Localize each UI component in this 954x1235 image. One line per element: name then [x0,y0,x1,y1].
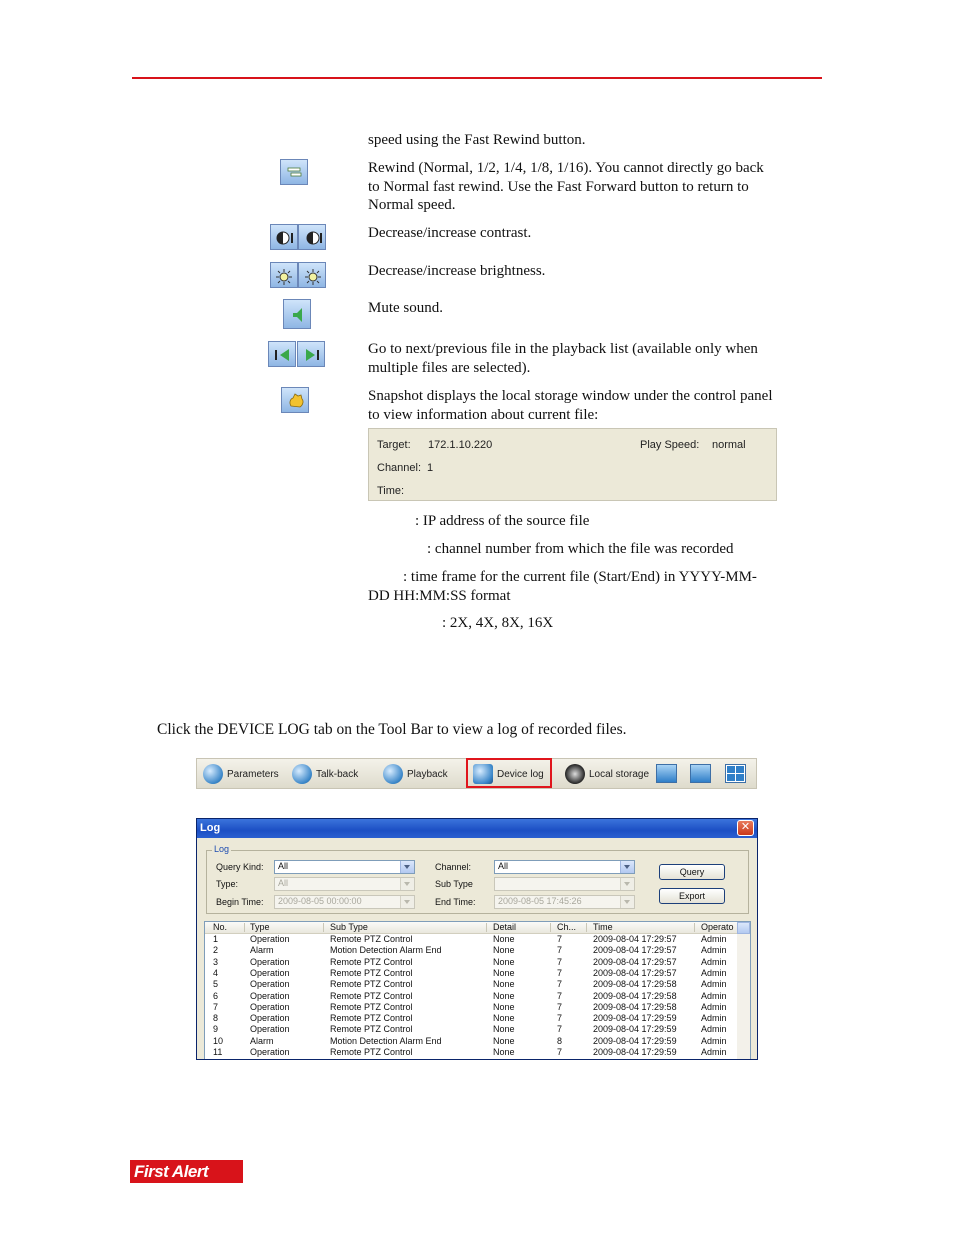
row-detail: None [493,945,515,956]
row-time: 2009-08-04 17:29:59 [593,1024,677,1035]
row-detail: None [493,990,515,1001]
chevron-down-icon [620,896,634,908]
vertical-scrollbar[interactable] [737,922,750,1060]
play-speed-value: normal [712,439,746,451]
table-row[interactable] [205,979,737,990]
row-sub-type: Remote PTZ Control [330,979,413,990]
row-operator: Admin [701,934,727,944]
row-type: Operation [250,990,290,1001]
row-time: 2009-08-04 17:29:57 [593,934,677,944]
row-channel: 7 [557,967,563,978]
layout-fullscreen-icon[interactable] [690,764,711,783]
row-type: Operation [250,934,290,944]
rewind-icon [280,159,308,185]
log-table-header [205,922,737,934]
header-rule [132,77,822,79]
target-value: 172.1.10.220 [428,439,493,451]
table-row[interactable] [205,1013,737,1024]
query-kind-label: Query Kind: [216,862,264,872]
row-sub-type: Remote PTZ Control [330,1013,413,1024]
row-detail: None [493,1013,515,1024]
toolbar-talkback-label: Talk-back [316,768,359,780]
row-operator: Admin [701,1024,727,1035]
row-channel: 7 [557,1024,563,1035]
row-channel: 7 [557,956,563,967]
row-type: Operation [250,1024,290,1035]
row-channel: 7 [557,934,563,944]
file-info-panel [368,428,777,501]
channel-filter-value: All [498,861,509,871]
row-operator: Admin [701,1001,727,1012]
row-operator: Admin [701,990,727,1001]
layout-quad-icon[interactable] [725,764,746,783]
chevron-down-icon [620,878,634,890]
row-no: 4 [213,967,219,978]
row-time: 2009-08-04 17:29:57 [593,956,677,967]
end-time-value: 2009-08-05 17:45:26 [498,896,582,906]
col-detail[interactable]: Detail [493,922,517,932]
row-operator: Admin [701,967,727,978]
row-detail: None [493,956,515,967]
row-sub-type: Remote PTZ Control [330,1001,413,1012]
toolbar-parameters[interactable] [203,763,279,785]
table-row[interactable] [205,1002,737,1013]
end-time-picker[interactable] [494,895,635,909]
row-type: Operation [250,979,290,990]
row-sub-type: Remote PTZ Control [330,990,413,1001]
paragraph-contrast: Decrease/increase contrast. [368,225,532,241]
row-detail: None [493,934,515,944]
row-type: Operation [250,967,290,978]
row-channel: 7 [557,990,563,1001]
close-icon[interactable]: ✕ [737,820,754,836]
row-operator: Admin [701,1013,727,1024]
row-operator: Admin [701,1047,727,1057]
row-sub-type: Remote PTZ Control [330,1024,413,1035]
row-detail: None [493,1035,515,1046]
row-sub-type: Motion Detection Alarm End [330,945,442,956]
row-time: 2009-08-04 17:29:59 [593,1047,677,1057]
row-channel: 8 [557,1035,563,1046]
toolbar-talkback[interactable] [292,763,358,785]
end-time-label: End Time: [435,897,476,907]
row-operator: Admin [701,1035,727,1046]
export-button[interactable]: Export [659,888,725,904]
row-time: 2009-08-04 17:29:58 [593,1001,677,1012]
parameters-icon [203,764,223,784]
chevron-down-icon [620,861,634,873]
begin-time-value: 2009-08-05 00:00:00 [278,896,362,906]
row-operator: Admin [701,956,727,967]
toolbar-device-log-label: Device log [497,768,544,780]
time-label: Time: [377,485,405,497]
log-window-title: Log [200,822,221,834]
channel-filter-label: Channel: [435,862,472,872]
log-window [196,818,758,1060]
device-log-highlight [466,758,552,788]
table-row[interactable] [205,1047,737,1058]
row-sub-type: Remote PTZ Control [330,967,413,978]
sub-type-select[interactable] [494,877,635,891]
table-row[interactable] [205,934,737,945]
col-no[interactable]: No. [213,922,228,932]
row-sub-type: Remote PTZ Control [330,956,413,967]
query-kind-select[interactable] [274,860,415,874]
table-row[interactable] [205,957,737,968]
snapshot-icon [281,387,309,413]
row-type: Operation [250,1047,290,1057]
type-select[interactable] [274,877,415,891]
query-kind-value: All [278,861,289,871]
row-sub-type: Remote PTZ Control [330,1047,413,1057]
brightness-increase-icon [298,262,326,288]
row-type: Alarm [250,1035,274,1046]
chevron-down-icon [400,878,414,890]
row-no: 2 [213,945,219,956]
logo-text: First Alert [134,1162,209,1181]
row-channel: 7 [557,1047,563,1057]
row-no: 5 [213,979,219,990]
first-alert-logo [130,1160,243,1183]
row-detail: None [493,1024,515,1035]
col-type[interactable]: Type [250,922,270,932]
paragraph-snapshot: Snapshot displays the local storage window under the control panel to view information about current file: [368,388,773,423]
row-type: Alarm [250,945,274,956]
chevron-down-icon [400,896,414,908]
row-time: 2009-08-04 17:29:59 [593,1035,677,1046]
next-file-icon [297,341,325,367]
row-time: 2009-08-04 17:29:57 [593,967,677,978]
desc-play-speed: : 2X, 4X, 8X, 16X [442,615,554,631]
paragraph-device-log: Click the DEVICE LOG tab on the Tool Bar to view a log of recorded files. [157,721,627,738]
type-value: All [278,878,289,888]
paragraph-brightness: Decrease/increase brightness. [368,263,546,279]
desc-time: : time frame for the current file (Start/End) in YYYY-MM-DD HH:MM:SS format [368,569,757,604]
row-channel: 7 [557,945,563,956]
toolbar-parameters-label: Parameters [227,768,279,780]
toolbar-playback[interactable] [383,763,448,785]
chevron-down-icon [400,861,414,873]
contrast-increase-icon [298,224,326,250]
toolbar-local-storage-label: Local storage [589,768,650,780]
col-channel[interactable]: Ch... [557,922,577,932]
row-type: Operation [250,1001,290,1012]
type-label: Type: [216,879,239,889]
paragraph-rewind: Rewind (Normal, 1/2, 1/4, 1/8, 1/16). You cannot directly go back to Normal fast rewind. Use the Fast Forward button to return to Normal speed. [368,160,764,213]
sub-type-label: Sub Type [435,879,473,889]
row-no: 9 [213,1024,219,1035]
row-detail: None [493,979,515,990]
row-operator: Admin [701,945,727,956]
row-no: 1 [213,934,219,944]
paragraph-speed: speed using the Fast Rewind button. [368,132,586,148]
row-no: 10 [213,1035,224,1046]
row-detail: None [493,1001,515,1012]
play-speed-label: Play Speed: [640,439,700,451]
begin-time-label: Begin Time: [216,897,264,907]
table-row[interactable] [205,1036,737,1047]
channel-label: Channel: [377,462,422,474]
row-no: 7 [213,1001,219,1012]
row-no: 3 [213,956,219,967]
table-row[interactable] [205,945,737,956]
talkback-icon [292,764,312,784]
paragraph-mute: Mute sound. [368,300,443,316]
scroll-up-icon[interactable] [737,922,750,934]
desc-channel: : channel number from which the file was recorded [427,541,734,557]
mute-icon [283,299,311,329]
row-time: 2009-08-04 17:29:59 [593,1013,677,1024]
log-window-titlebar [197,819,757,838]
log-table [204,921,751,1060]
target-label: Target: [377,439,411,451]
row-channel: 7 [557,1001,563,1012]
previous-file-icon [268,341,296,367]
toolbar-playback-label: Playback [407,768,448,780]
col-time[interactable]: Time [593,922,613,932]
brightness-decrease-icon [270,262,298,288]
row-detail: None [493,1047,515,1057]
row-no: 8 [213,1013,219,1024]
toolbar-local-storage[interactable] [565,763,649,785]
contrast-decrease-icon [270,224,298,250]
row-time: 2009-08-04 17:29:58 [593,979,677,990]
row-no: 6 [213,990,219,1001]
local-storage-icon [565,764,585,784]
row-channel: 7 [557,979,563,990]
row-sub-type: Motion Detection Alarm End [330,1035,442,1046]
row-time: 2009-08-04 17:29:58 [593,990,677,1001]
row-operator: Admin [701,979,727,990]
row-time: 2009-08-04 17:29:57 [593,945,677,956]
table-row[interactable] [205,968,737,979]
row-sub-type: Remote PTZ Control [330,934,413,944]
table-row[interactable] [205,1024,737,1035]
channel-select[interactable] [494,860,635,874]
col-sub-type[interactable]: Sub Type [330,922,368,932]
channel-value: 1 [427,462,434,474]
begin-time-picker[interactable] [274,895,415,909]
playback-icon [383,764,403,784]
table-row[interactable] [205,991,737,1002]
layout-single-icon[interactable] [656,764,677,783]
col-operator[interactable]: Operato [701,922,734,932]
row-channel: 7 [557,1013,563,1024]
row-type: Operation [250,956,290,967]
row-detail: None [493,967,515,978]
row-type: Operation [250,1013,290,1024]
desc-target: : IP address of the source file [415,513,590,529]
paragraph-next-previous: Go to next/previous file in the playback list (available only when multiple files are selected). [368,341,758,376]
log-group-legend: Log [214,844,230,854]
row-no: 11 [213,1047,223,1057]
query-button[interactable]: Query [659,864,725,880]
